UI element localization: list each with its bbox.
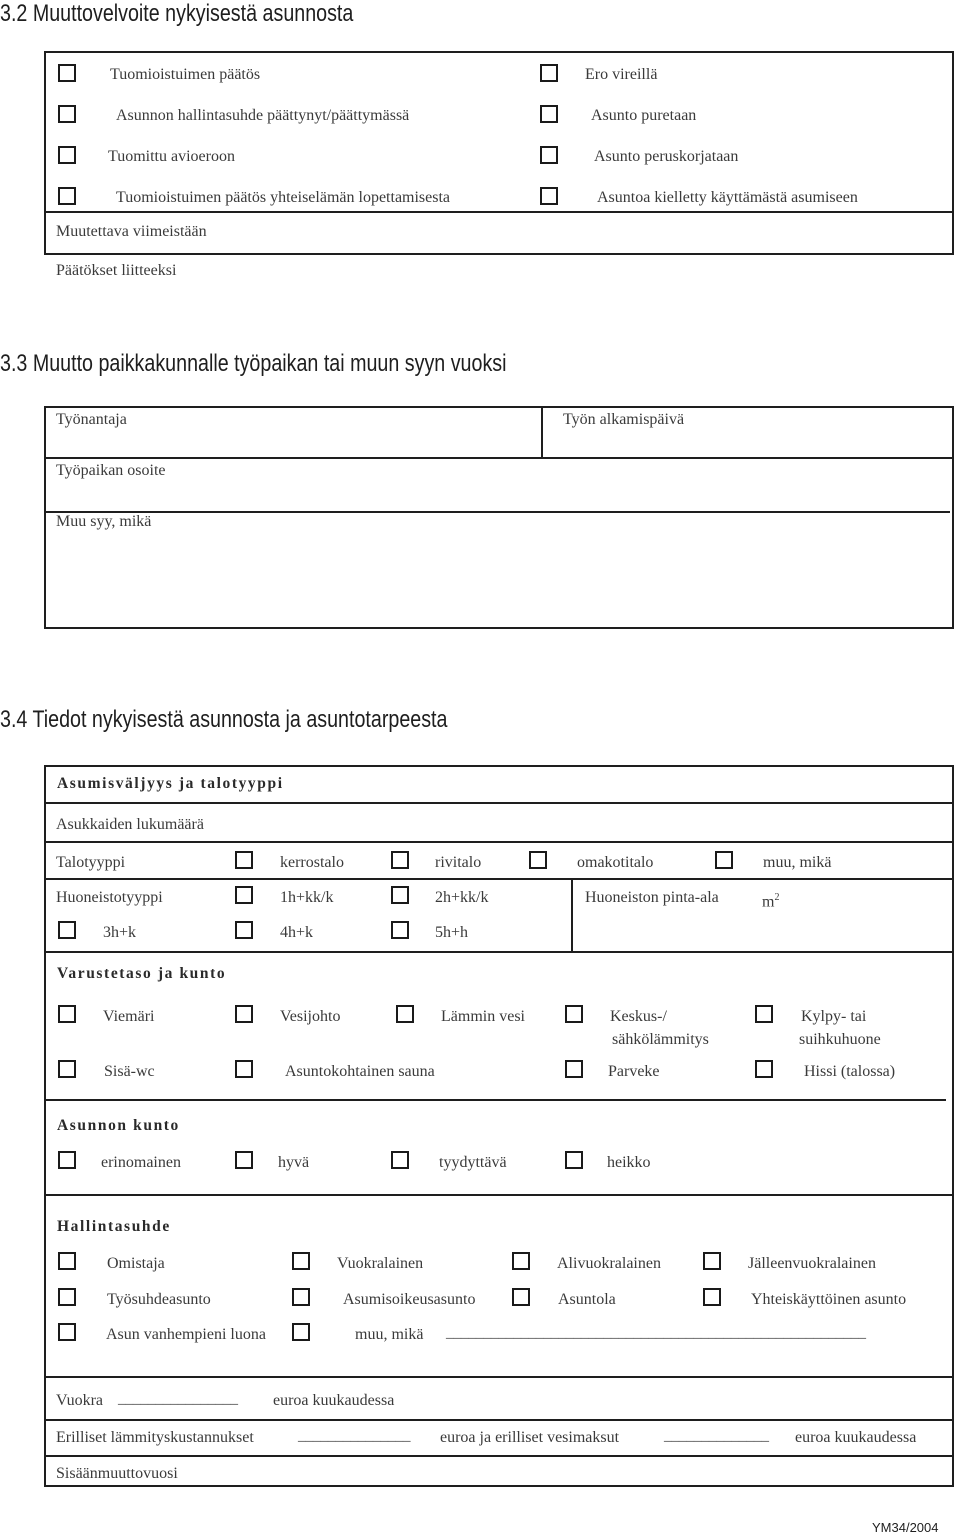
move-in-year-label: Sisäänmuuttovuosi [56,1465,178,1482]
option-label: heikko [607,1154,651,1171]
checkbox-poor[interactable] [565,1151,583,1169]
checkbox-elevator[interactable] [755,1060,773,1078]
checkbox-hot-water[interactable] [396,1005,414,1023]
divider [44,211,954,213]
start-date-field-label: Työn alkamispäivä [563,411,685,428]
other-reason-field-label: Muu syy, mikä [56,513,152,530]
option-label: Asuntokohtainen sauna [285,1063,435,1080]
option-label: tyydyttävä [439,1154,507,1171]
option-label: Asunto peruskorjataan [594,148,739,165]
checkbox-cohabitation-ended[interactable] [58,187,76,205]
option-label: muu, mikä [355,1326,424,1343]
checkbox-satisfactory[interactable] [391,1151,409,1169]
option-label: 3h+k [103,924,137,941]
checkbox-owner[interactable] [58,1252,76,1270]
area-unit: $m^2$ [762,892,780,911]
checkbox-bathroom[interactable] [755,1005,773,1023]
divider [44,1194,954,1196]
option-label: Sisä-wc [104,1063,155,1080]
option-label: Kylpy- tai [801,1008,867,1025]
option-label: Tuomittu avioeroon [108,148,235,165]
area-field-label: Huoneiston pinta-ala [585,889,719,906]
option-label: Hissi (talossa) [804,1063,896,1080]
option-label: hyvä [278,1154,310,1171]
checkbox-employment-housing[interactable] [58,1288,76,1306]
equipment-title: Varustetaso ja kunto [57,965,227,982]
option-label: 4h+k [280,924,314,941]
divider [44,1376,954,1378]
checkbox-5h[interactable] [391,921,409,939]
divider [44,878,954,880]
option-label: Vuokralainen [337,1255,424,1272]
checkbox-other-house[interactable] [715,851,733,869]
option-label: Vesijohto [280,1008,341,1025]
water-unit-label: euroa kuukaudessa [795,1429,917,1446]
divider [44,802,954,804]
checkbox-good[interactable] [235,1151,253,1169]
water-fees-input[interactable]: ______________ [664,1428,769,1444]
employer-field-label: Työnantaja [56,411,127,428]
option-label: Parveke [608,1063,660,1080]
section-3-3-box [44,406,954,629]
option-label: Asuntoa kielletty käyttämästä asumiseen [597,189,858,206]
checkbox-with-parents[interactable] [58,1323,76,1341]
divider [44,1419,954,1421]
option-label: sähkölämmitys [612,1031,709,1048]
checkbox-divorce-pending[interactable] [540,64,558,82]
checkbox-dormitory[interactable] [512,1288,530,1306]
heating-costs-label: Erilliset lämmityskustannukset [56,1429,254,1446]
section-heading-3-2: 3.2 Muuttovelvoite nykyisestä asunnosta [0,0,354,27]
option-label: erinomainen [101,1154,181,1171]
work-address-field-label: Työpaikan osoite [56,462,166,479]
checkbox-renovated[interactable] [540,146,558,164]
checkbox-tenure-ended[interactable] [58,105,76,123]
rent-input[interactable]: ________________ [118,1391,238,1407]
divider [44,951,954,953]
checkbox-sublet[interactable] [703,1252,721,1270]
checkbox-subtenant[interactable] [512,1252,530,1270]
option-label: Ero vireillä [585,66,658,83]
divider [44,1099,946,1101]
tenure-title: Hallintasuhde [57,1218,171,1235]
checkbox-indoor-wc[interactable] [58,1060,76,1078]
option-label: Asunnon hallintasuhde päättynyt/päättymässä [116,107,410,124]
checkbox-demolished[interactable] [540,105,558,123]
option-label: 2h+kk/k [435,889,489,906]
option-label: Asumisoikeusasunto [343,1291,476,1308]
option-label: 1h+kk/k [280,889,334,906]
checkbox-2h[interactable] [391,886,409,904]
divider [44,511,950,513]
section-3-4-box [44,765,954,1487]
deadline-field-label: Muutettava viimeistään [56,223,207,240]
option-label: Asun vanhempieni luona [106,1326,266,1343]
option-label: Tuomioistuimen päätös yhteiselämän lopettamisesta [116,189,451,206]
spaciousness-title: Asumisväljyys ja talotyyppi [57,775,284,792]
divider [44,457,954,459]
checkbox-tenant[interactable] [292,1252,310,1270]
divider [571,878,573,952]
checkbox-4h[interactable] [235,921,253,939]
checkbox-other-tenure[interactable] [292,1323,310,1341]
other-tenure-input[interactable]: ________________________________________________________ [446,1325,866,1341]
checkbox-omakotitalo[interactable] [529,851,547,869]
water-fees-label: euroa ja erilliset vesimaksut [440,1429,620,1446]
option-label: 5h+h [435,924,469,941]
divider [44,841,954,843]
option-label: Yhteiskäyttöinen asunto [751,1291,907,1308]
option-label: Asunto puretaan [591,107,697,124]
rent-field-label: Vuokra [56,1392,104,1409]
residents-field-label: Asukkaiden lukumäärä [56,816,204,833]
checkbox-prohibited[interactable] [540,187,558,205]
checkbox-divorce[interactable] [58,146,76,164]
option-label: Viemäri [103,1008,155,1025]
checkbox-sewer[interactable] [58,1005,76,1023]
apartment-type-label: Huoneistotyyppi [56,889,163,906]
checkbox-court-decision[interactable] [58,64,76,82]
option-label: muu, mikä [763,854,832,871]
option-label: omakotitalo [577,854,654,871]
heating-costs-input[interactable]: _______________ [298,1428,411,1444]
divider [541,406,543,458]
option-label: Alivuokralainen [557,1255,661,1272]
rent-unit-label: euroa kuukaudessa [273,1392,395,1409]
checkbox-kerrostalo[interactable] [235,851,253,869]
checkbox-balcony[interactable] [565,1060,583,1078]
section-heading-3-4: 3.4 Tiedot nykyisestä asunnosta ja asuntotarpeesta [0,706,448,733]
divider [44,1455,954,1457]
option-label: kerrostalo [280,854,344,871]
checkbox-shared-housing[interactable] [703,1288,721,1306]
option-label: rivitalo [435,854,482,871]
option-label: Jälleenvuokralainen [748,1255,876,1272]
checkbox-rivitalo[interactable] [391,851,409,869]
option-label: Lämmin vesi [441,1008,525,1025]
form-code: YM34/2004 [872,1520,939,1535]
checkbox-sauna[interactable] [235,1060,253,1078]
option-label: Omistaja [107,1255,165,1272]
option-label: Työsuhdeasunto [107,1291,211,1308]
house-type-label: Talotyyppi [56,854,126,871]
condition-title: Asunnon kunto [57,1117,180,1134]
attachments-note: Päätökset liitteeksi [56,262,177,279]
checkbox-right-of-occupancy[interactable] [292,1288,310,1306]
option-label: Asuntola [558,1291,616,1308]
section-heading-3-3: 3.3 Muutto paikkakunnalle työpaikan tai muun syyn vuoksi [0,350,507,377]
checkbox-3h[interactable] [58,921,76,939]
checkbox-central-heating[interactable] [565,1005,583,1023]
option-label: Tuomioistuimen päätös [110,66,261,83]
option-label: suihkuhuone [799,1031,881,1048]
checkbox-excellent[interactable] [58,1151,76,1169]
checkbox-water-pipe[interactable] [235,1005,253,1023]
checkbox-1h[interactable] [235,886,253,904]
option-label: Keskus-/ [610,1008,667,1025]
